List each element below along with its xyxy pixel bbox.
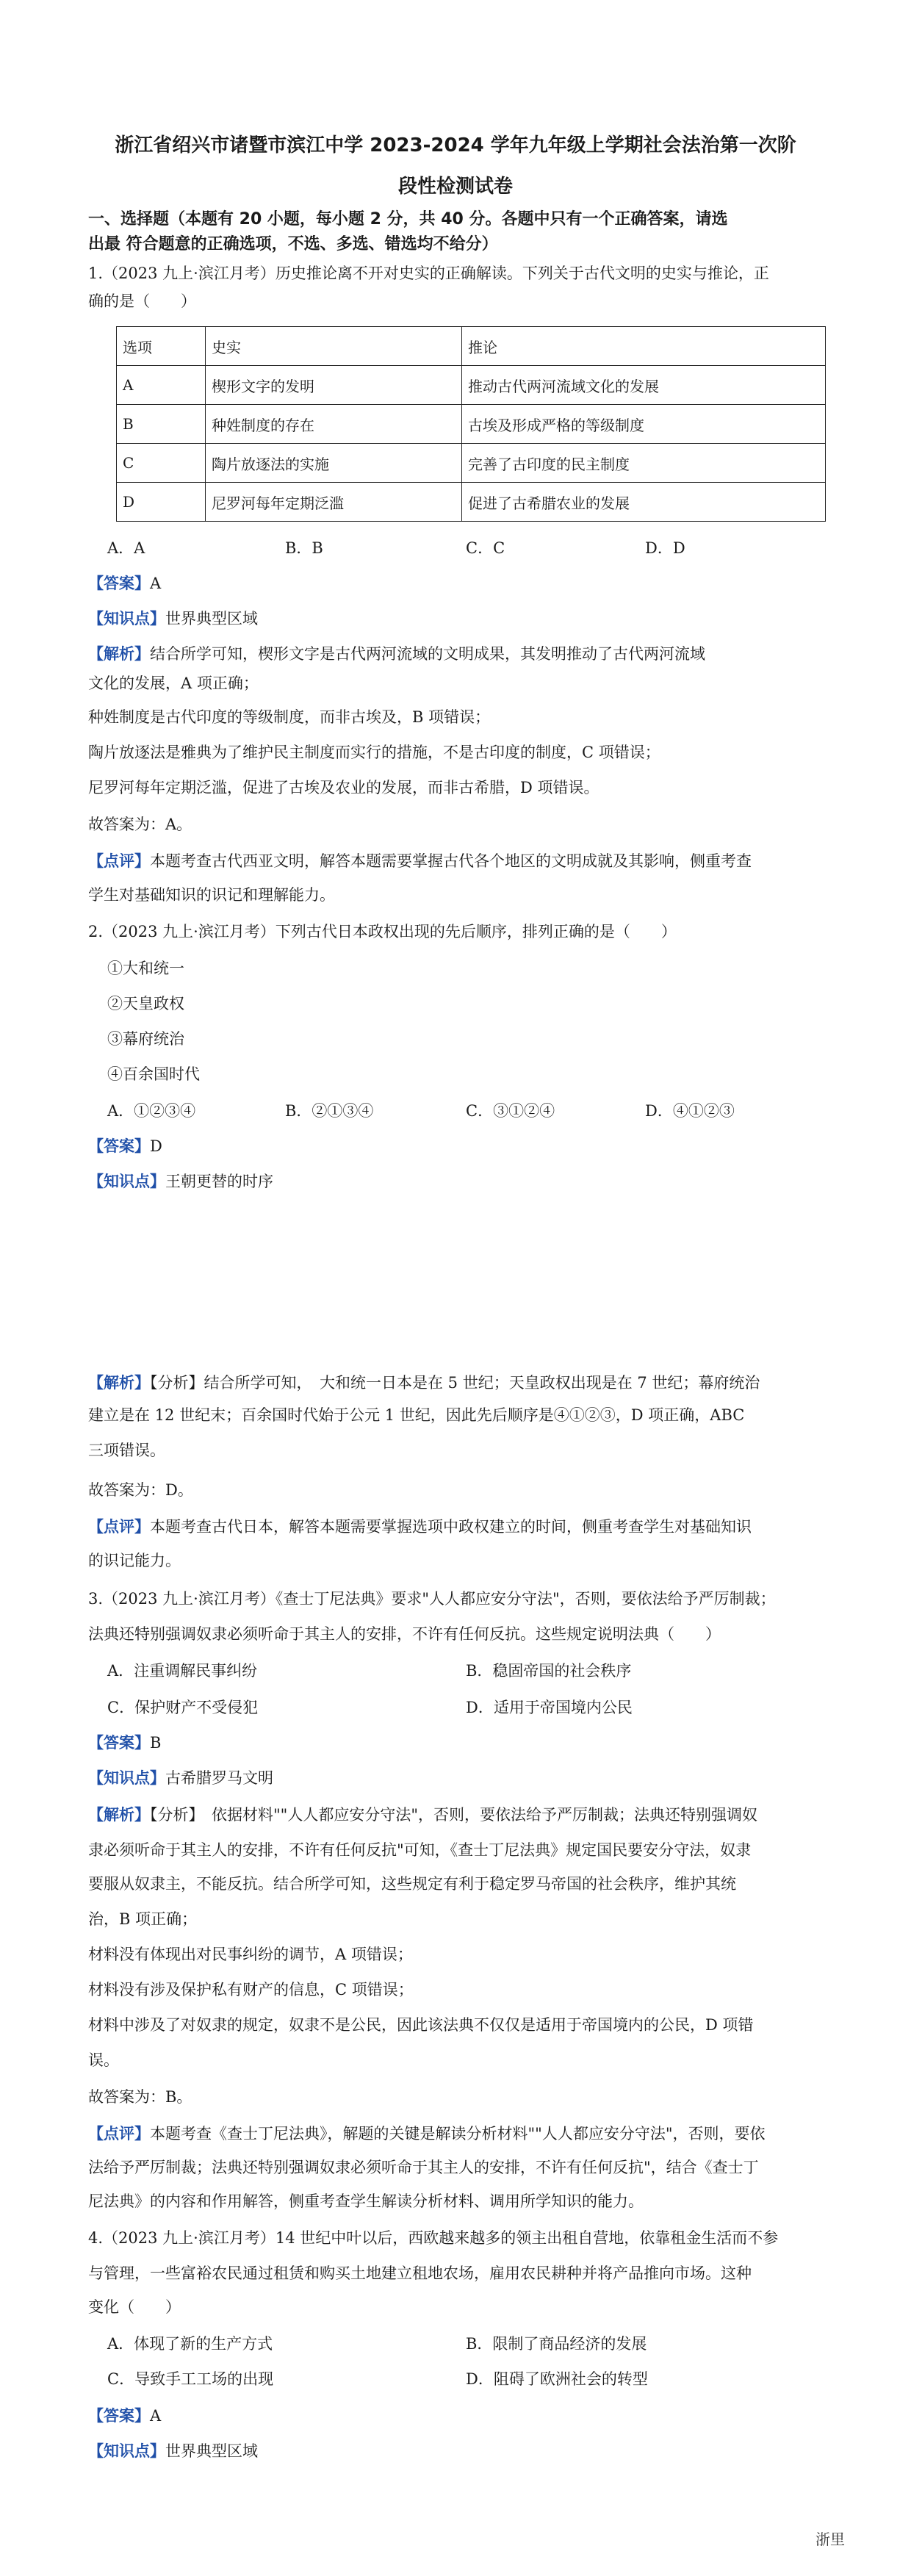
q1-option-d: D．D <box>645 539 685 557</box>
answer-value: B <box>150 1734 162 1752</box>
table-row <box>117 366 826 405</box>
q3-analysis-line8: 误。 <box>88 2051 119 2069</box>
table-header-cell: 史实 <box>206 327 462 366</box>
table-row <box>117 444 826 483</box>
table-cell: D <box>117 483 206 522</box>
analysis-text: 【分析】结合所学可知， 大和统一日本是在 5 世纪；天皇政权出现是在 7 世纪；幕府统治 <box>150 1374 760 1392</box>
q3-analysis-line1 <box>88 1803 830 1827</box>
q3-comment-line3: 尼法典》的内容和作用解答，侧重考查学生解读分析材料、调用所学知识的能力。 <box>88 2192 644 2210</box>
table-header-row <box>117 327 826 366</box>
comment-text: 本题考查《查士丁尼法典》，解题的关键是解读分析材料""人人都应安分守法"，否则，要依 <box>150 2125 766 2143</box>
analysis-tag: 【解析】 <box>88 1806 150 1824</box>
answer-tag: 【答案】 <box>88 2407 150 2425</box>
knowledge-tag: 【知识点】 <box>88 1173 165 1190</box>
table-row <box>117 483 826 522</box>
q2-analysis-line3: 三项错误。 <box>88 1442 165 1459</box>
table-cell: 陶片放逐法的实施 <box>206 444 462 483</box>
answer-tag: 【答案】 <box>88 1137 150 1155</box>
q2-comment-line1 <box>88 1515 830 1539</box>
q4-option-b: B．限制了商品经济的发展 <box>466 2335 647 2353</box>
knowledge-tag: 【知识点】 <box>88 610 165 627</box>
knowledge-tag: 【知识点】 <box>88 1769 165 1787</box>
q1-option-a: A．A <box>107 539 145 557</box>
q2-comment-line2: 的识记能力。 <box>88 1552 181 1569</box>
knowledge-value: 世界典型区域 <box>165 2442 258 2460</box>
doc-title-line2: 段性检测试卷 <box>397 176 513 198</box>
table-cell: B <box>117 405 206 444</box>
q4-answer <box>88 2404 830 2428</box>
q3-option-a: A．注重调解民事纠纷 <box>107 1662 258 1680</box>
q3-answer <box>88 1731 830 1755</box>
q3-comment-line1 <box>88 2122 830 2145</box>
q1-comment-line1 <box>88 849 830 873</box>
q4-stem-line3: 变化（ ） <box>88 2298 181 2316</box>
table-cell: 种姓制度的存在 <box>206 405 462 444</box>
comment-text: 本题考查古代日本，解答本题需要掌握选项中政权建立的时间，侧重考查学生对基础知识 <box>150 1518 752 1536</box>
table-cell: A <box>117 366 206 405</box>
table-cell: 古埃及形成严格的等级制度 <box>462 405 826 444</box>
table-header-cell: 选项 <box>117 327 206 366</box>
q2-option-a: A．①②③④ <box>107 1102 196 1120</box>
comment-tag: 【点评】 <box>88 1518 150 1536</box>
q2-option-d: D．④①②③ <box>645 1102 735 1120</box>
q1-comment-line2: 学生对基础知识的识记和理解能力。 <box>88 886 335 904</box>
q1-final: 故答案为：A。 <box>88 816 192 833</box>
q2-item: ④百余国时代 <box>107 1065 200 1083</box>
q1-knowledge <box>88 607 830 630</box>
knowledge-value: 古希腊罗马文明 <box>165 1769 273 1787</box>
q2-answer <box>88 1134 830 1158</box>
q3-comment-line2: 法给予严厉制裁；法典还特别强调奴隶必须听命于其主人的安排，不许有任何反抗"，结合《查士丁 <box>88 2159 759 2176</box>
q2-knowledge <box>88 1170 830 1193</box>
analysis-tag: 【解析】 <box>88 1374 150 1392</box>
analysis-tag: 【解析】 <box>88 645 150 663</box>
section-heading-line2: 出最 符合题意的正确选项，不选、多选、错选均不给分） <box>88 235 498 253</box>
q3-analysis-line3: 要服从奴隶主，不能反抗。结合所学可知，这些规定有利于稳定罗马帝国的社会秩序，维护其统 <box>88 1875 736 1893</box>
table-header-cell: 推论 <box>462 327 826 366</box>
q3-stem-line1: 3.（2023 九上·滨江月考）《查士丁尼法典》要求"人人都应安分守法"，否则，要依法给予严厉制裁； <box>88 1590 776 1608</box>
q1-option-c: C．C <box>466 539 505 557</box>
answer-value: A <box>150 575 162 592</box>
q1-analysis-line4: 陶片放逐法是雅典为了维护民主制度而实行的措施，不是古印度的制度，C 项错误； <box>88 744 660 761</box>
q3-option-c: C．保护财产不受侵犯 <box>107 1699 259 1716</box>
q4-option-a: A．体现了新的生产方式 <box>107 2335 273 2353</box>
q3-analysis-line6: 材料没有涉及保护私有财产的信息，C 项错误； <box>88 1981 414 1998</box>
q2-item: ③幕府统治 <box>107 1030 184 1048</box>
comment-tag: 【点评】 <box>88 852 150 870</box>
q1-stem-line1: 1.（2023 九上·滨江月考）历史推论离不开对史实的正确解读。下列关于古代文明的史实与推论，正 <box>88 265 769 282</box>
q2-item: ②天皇政权 <box>107 995 184 1012</box>
q1-analysis-line1 <box>88 642 830 666</box>
answer-value: D <box>150 1137 162 1155</box>
q4-option-d: D．阻碍了欧洲社会的转型 <box>466 2370 648 2388</box>
q2-analysis-line1 <box>88 1371 830 1395</box>
q1-analysis-line2: 文化的发展，A 项正确； <box>88 674 259 692</box>
q3-final: 故答案为：B。 <box>88 2088 192 2106</box>
q3-analysis-line2: 隶必须听命于其主人的安排，不许有任何反抗"可知，《查士丁尼法典》规定国民要安分守法，奴隶 <box>88 1841 752 1859</box>
knowledge-value: 世界典型区域 <box>165 610 258 627</box>
q2-option-b: B．②①③④ <box>285 1102 374 1120</box>
q3-stem-line2: 法典还特别强调奴隶必须听命于其主人的安排，不许有任何反抗。这些规定说明法典（ ） <box>88 1625 721 1643</box>
q1-option-b: B．B <box>285 539 323 557</box>
table-row <box>117 405 826 444</box>
answer-tag: 【答案】 <box>88 575 150 592</box>
q1-table <box>116 326 826 522</box>
q4-option-c: C．导致手工工场的出现 <box>107 2370 274 2388</box>
table-cell: C <box>117 444 206 483</box>
answer-tag: 【答案】 <box>88 1734 150 1752</box>
doc-title-line1: 浙江省绍兴市诸暨市滨江中学 2023-2024 学年九年级上学期社会法治第一次阶 <box>115 134 796 156</box>
q2-analysis-line2: 建立是在 12 世纪末；百余国时代始于公元 1 世纪，因此先后顺序是④①②③，D 项正确，ABC <box>88 1406 745 1424</box>
q2-option-c: C．③①②④ <box>466 1102 555 1120</box>
analysis-text: 【分析】 依据材料""人人都应安分守法"，否则，要依法给予严厉制裁；法典还特别强调奴 <box>150 1806 757 1824</box>
table-cell: 促进了古希腊农业的发展 <box>462 483 826 522</box>
q2-final: 故答案为：D。 <box>88 1481 193 1499</box>
q4-stem-line1: 4.（2023 九上·滨江月考）14 世纪中叶以后，西欧越来越多的领主出租自营地，依靠租金生活而不参 <box>88 2229 779 2247</box>
analysis-text: 结合所学可知，楔形文字是古代两河流域的文明成果，其发明推动了古代两河流域 <box>150 645 705 663</box>
comment-text: 本题考查古代西亚文明，解答本题需要掌握古代各个地区的文明成就及其影响，侧重考查 <box>150 852 752 870</box>
q3-knowledge <box>88 1766 830 1790</box>
q4-stem-line2: 与管理，一些富裕农民通过租赁和购买土地建立租地农场，雇用农民耕种并将产品推向市场。这种 <box>88 2264 752 2282</box>
table-cell: 推动古代两河流域文化的发展 <box>462 366 826 405</box>
q4-knowledge <box>88 2439 830 2463</box>
q1-analysis-line3: 种姓制度是古代印度的等级制度，而非古埃及，B 项错误； <box>88 708 491 726</box>
page-footer: 浙里 <box>815 2530 845 2548</box>
q3-analysis-line4: 治，B 项正确； <box>88 1910 198 1928</box>
table-cell: 楔形文字的发明 <box>206 366 462 405</box>
q1-answer <box>88 572 830 595</box>
q2-stem: 2.（2023 九上·滨江月考）下列古代日本政权出现的先后顺序，排列正确的是（ ） <box>88 923 677 940</box>
comment-tag: 【点评】 <box>88 2125 150 2143</box>
q2-item: ①大和统一 <box>107 960 184 977</box>
table-cell: 完善了古印度的民主制度 <box>462 444 826 483</box>
answer-value: A <box>150 2407 162 2425</box>
q1-analysis-line5: 尼罗河每年定期泛滥，促进了古埃及农业的发展，而非古希腊，D 项错误。 <box>88 779 599 796</box>
knowledge-value: 王朝更替的时序 <box>165 1173 273 1190</box>
q3-option-b: B．稳固帝国的社会秩序 <box>466 1662 632 1680</box>
q3-option-d: D．适用于帝国境内公民 <box>466 1699 633 1716</box>
knowledge-tag: 【知识点】 <box>88 2442 165 2460</box>
q1-stem-line2: 确的是（ ） <box>88 292 196 310</box>
section-heading-line1: 一、选择题（本题有 20 小题，每小题 2 分，共 40 分。各题中只有一个正确答案，请选 <box>88 210 728 229</box>
q3-analysis-line5: 材料没有体现出对民事纠纷的调节，A 项错误； <box>88 1946 413 1963</box>
table-cell: 尼罗河每年定期泛滥 <box>206 483 462 522</box>
q3-analysis-line7: 材料中涉及了对奴隶的规定，奴隶不是公民，因此该法典不仅仅是适用于帝国境内的公民，D 项错 <box>88 2016 754 2034</box>
